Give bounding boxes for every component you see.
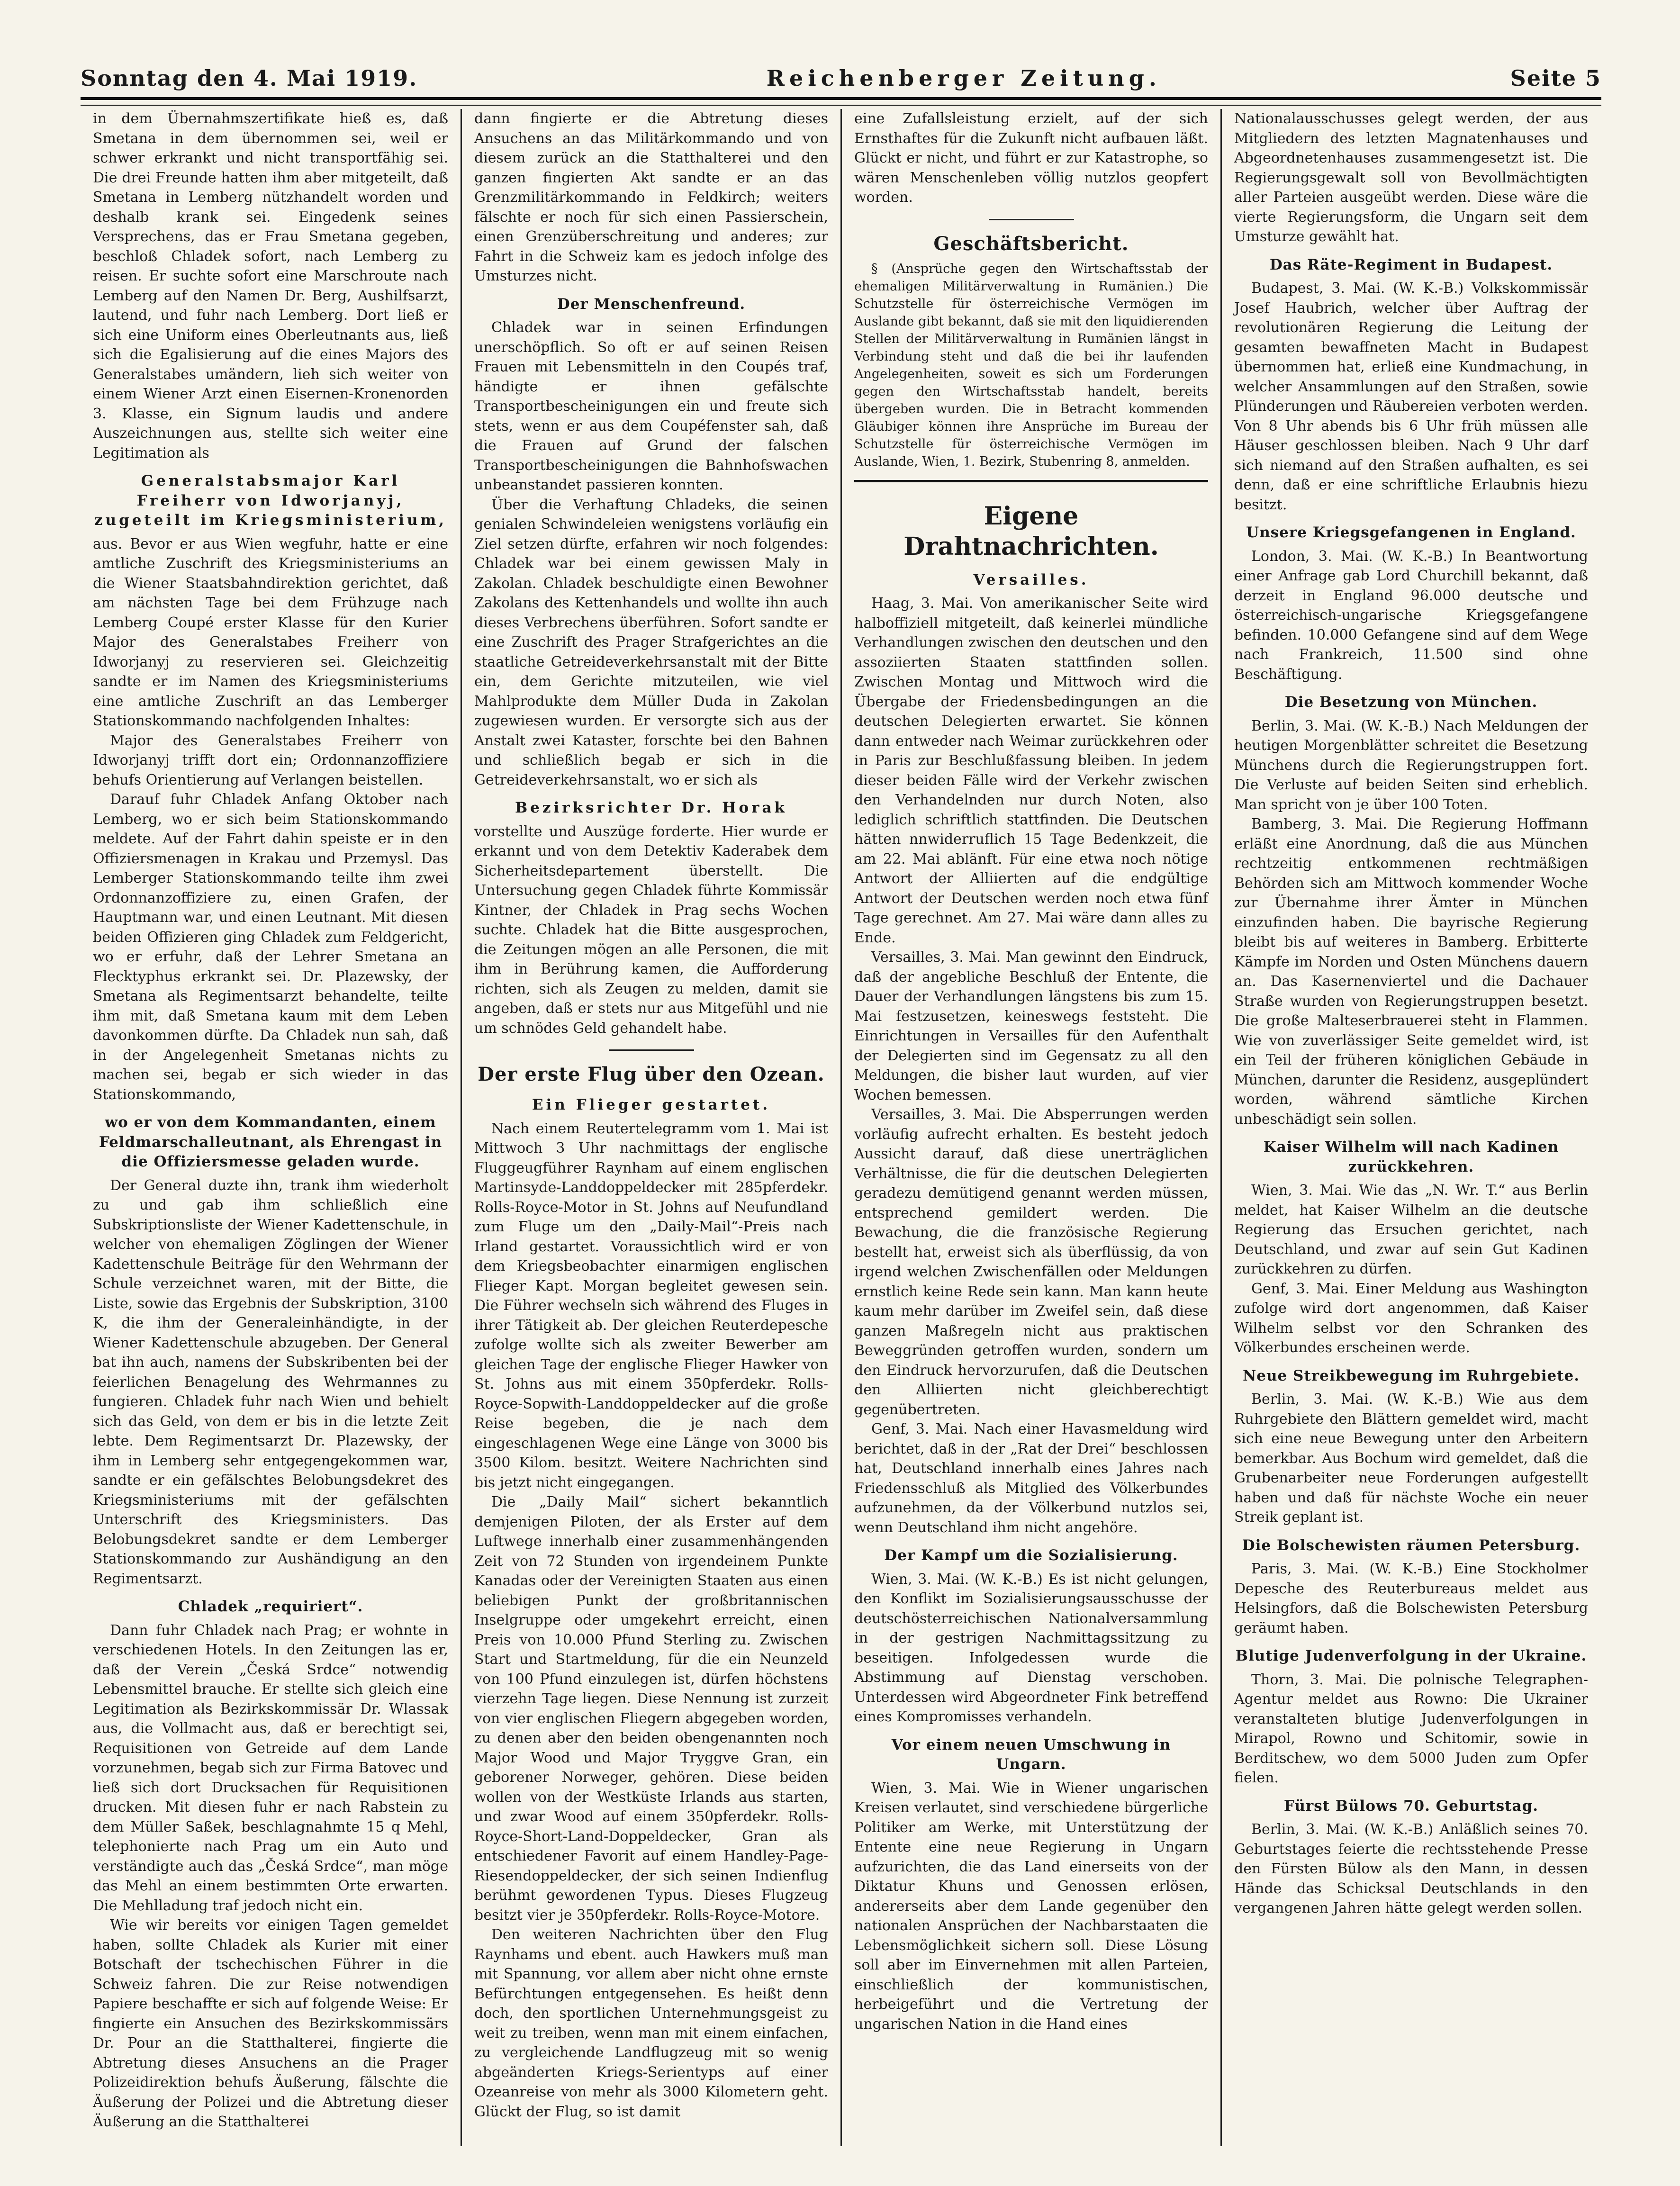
article-paragraph: Berlin, 3. Mai. (W. K.-B.) Wie aus dem Ruhrgebiete den Blättern gemeldet wird, macht sich eine neue Bewegung unter den Arbeitern bemerkbar. Aus Bochum wird gemeldet, daß die Grubenarbeiter neue Forderungen aufgestellt haben und daß für nächste Woche ein neuer Streik geplant ist. <box>1234 1391 1588 1526</box>
article-subheading: Das Räte-Regiment in Budapest. <box>1269 256 1553 273</box>
article-paragraph: eine Zufallsleistung erzielt, auf der sich Ernsthaftes für die Zukunft nicht aufbauen läßt. Glückt er nicht, und führt er zur Katastrophe, so wären Menschenleben völlig nutzlos geopfert worden. <box>854 110 1208 206</box>
header-date: Sonntag den 4. Mai 1919. <box>81 65 418 91</box>
article-paragraph: Wien, 3. Mai. Wie das „N. Wr. T.“ aus Berlin meldet, hat Kaiser Wilhelm an die deutsche Regierung das Ersuchen gerichtet, nach Deutschland, und zwar auf sein Gut Kadinen zurückkehren zu dürfen. <box>1234 1182 1588 1277</box>
section-headline: Eigene Drahtnachrichten. <box>903 501 1159 561</box>
article-paragraph: London, 3. Mai. (W. K.-B.) In Beantwortung einer Anfrage gab Lord Churchill bekannt, daß derzeit in England 96.000 deutsche und österreichisch-ungarische Kriegsgefangene befinden. 10.000 Gefangene sind auf dem Wege nach Frankreich, 11.500 sind ohne Beschäftigung. <box>1234 548 1588 683</box>
article-paragraph: Die „Daily Mail“ sichert bekanntlich demjenigen Piloten, der als Erster auf dem Luftwege innerhalb einer zusammenhängenden Zeit von 72 Stunden von irgendeinem Punkte Kanadas oder der Vereinigten Staaten aus einen beliebigen Punkt der großbritannischen Inselgruppe oder umgekehrt erreicht, einen Preis von 10.000 Pfund Sterling zu. Zwischen Start und Startmeldung, für die ein Neunzeld von 100 Pfund einzulegen ist, dürfen höchstens vierzehn Tage liegen. Diese Nennung ist zurzeit von vier englischen Fliegern abgegeben worden, zu denen aber den beiden obengenannten noch Major Wood und Major Tryggve Gran, ein geborener Norweger, gehören. Diese beiden wollen von der Westküste Irlands aus starten, und zwar Wood auf einem 350pferdekr. Rolls-Royce-Short-Land-Doppeldecker, Gran als entschiedener Favorit auf einem Handley-Page-Riesendoppeldecker, der sich seinen Indienflug berühmt gewordenen Typus. Dieses Flugzeug besitzt vier je 350pferdekr. Rolls-Royce-Motore. <box>474 1494 828 1924</box>
article-subheading: Der Menschenfreund. <box>557 295 746 313</box>
article-paragraph: Budapest, 3. Mai. (W. K.-B.) Volkskommissär Josef Haubrich, welcher über Auftrag der revolutionären Regierung die Leitung der gesamten bewaffneten Macht in Budapest übernommen hat, erließ eine Kundmachung, in welcher Ansammlungen auf den Straßen, sowie Plünderungen und Räubereien verboten werden. Von 8 Uhr abends bis 6 Uhr früh müssen alle Häuser geschlossen bleiben. Nach 9 Uhr darf sich niemand auf den Straßen aufhalten, es sei denn, daß er eine schriftliche Erlaubnis hiezu besitzt. <box>1234 280 1588 513</box>
section-subheadline: Versailles. <box>973 571 1089 588</box>
column-4 <box>1220 109 1600 2146</box>
article-subheading: Kaiser Wilhelm will nach Kadinen zurückkehren. <box>1263 1138 1559 1175</box>
article-subheadline: Ein Flieger gestartet. <box>532 1096 771 1113</box>
article-paragraph: § (Ansprüche gegen den Wirtschaftsstab der ehemaligen Militärverwaltung in Rumänien.) Die Schutzstelle für österreichische Vermögen im Auslande gibt bekannt, daß sie mit den liquidierenden Stellen der Militärverwaltung in Rumänien längst in Verbindung steht und daß die bei ihr laufenden Angelegenheiten, soweit es sich um Forderungen gegen den Wirtschaftsstab handelt, bereits übergeben wurden. Die in Betracht kommenden Gläubiger können ihre Ansprüche im Bureau der Schutzstelle für österreichische Vermögen im Auslande, Wien, 1. Bezirk, Stubenring 8, anmelden. <box>854 261 1208 469</box>
section-divider <box>609 1049 694 1051</box>
column-2 <box>461 109 840 2146</box>
article-subheading: Vor einem neuen Umschwung in Ungarn. <box>891 1736 1171 1773</box>
article-paragraph: Genf, 3. Mai. Einer Meldung aus Washington zufolge wird dort angenommen, daß Kaiser Wilhelm selbst vor den Schranken des Völkerbundes erscheinen werde. <box>1234 1280 1588 1356</box>
columns <box>81 109 1601 2146</box>
article-subheading: wo er von dem Kommandanten, einem Feldmarschalleutnant, als Ehrengast in die Offiziersmesse geladen wurde. <box>99 1114 443 1170</box>
section-heading: Geschäftsbericht. <box>933 232 1129 255</box>
article-paragraph: Bamberg, 3. Mai. Die Regierung Hoffmann erläßt eine Anordnung, daß die aus München rechtzeitig entkommenen rechtmäßigen Behörden sich am Mittwoch kommender Woche zur Übernahme ihrer Ämter in München einzufinden haben. Die bayrische Regierung bleibt bis auf weiteres in Bamberg. Erbitterte Kämpfe im Norden und Osten Münchens dauern an. Das Kasernenviertel und die Dachauer Straße wurden von Regierungstruppen besetzt. Die große Malteserbrauerei steht in Flammen. Wie von zuverlässiger Seite gemeldet wird, ist ein Teil der früheren königlichen Gebäude in München, darunter die Residenz, ausgeplündert worden, während sämtliche Kirchen unbeschädigt sein sollen. <box>1234 816 1588 1128</box>
article-subheading: Bezirksrichter Dr. Horak <box>515 799 788 816</box>
article-paragraph: Nationalausschusses gelegt werden, der aus Mitgliedern des letzten Magnatenhauses und Abgeordnetenhauses zusammengesetzt ist. Die Regierungsgewalt soll von Bevollmächtigten aller Parteien ausgeübt werden. Diese wäre die vierte Regierungsform, die Ungarn seit dem Umsturze gewählt hat. <box>1234 110 1588 245</box>
article-paragraph: in dem Übernahmszertifikate hieß es, daß Smetana in dem übernommen sei, weil er schwer erkrankt und nicht transportfähig sei. Die drei Freunde hatten ihm aber mitgeteilt, daß Smetana in Lemberg nützhandelt worden und deshalb krank sei. Eingedenk seines Versprechens, das er Frau Smetana gegeben, beschloß Chladek sofort, nach Lemberg zu reisen. Er suchte sofort eine Marschroute nach Lemberg auf den Namen Dr. Berg, Aushilfsarzt, lautend, und fuhr nach Lemberg. Dort ließ er sich eine Uniform eines Oberleutnants aus, ließ sich die Egalisierung auf die eines Majors des Generalstabes umändern, lieh sich weiter von einem Wiener Arzt einen Eisernen-Kronenorden 3. Klasse, ein Signum laudis und andere Auszeichnungen aus, stellte sich weiter eine Legitimation als <box>93 110 448 461</box>
article-subheading: Die Besetzung von München. <box>1284 694 1538 711</box>
article-paragraph: Über die Verhaftung Chladeks, die seinen genialen Schwindeleien wenigstens vorläufig ein Ziel setzen dürfte, erfahren wir noch folgendes: Chladek war bei einem gewissen Maly in Zakolan. Chladek beschuldigte einen Bewohner Zakolans des Kettenhandels und wollte ihn auch dieses Verbrechens überführen. Sofort sandte er eine Zuschrift des Prager Strafgerichtes an die staatliche Getreideverkehrsanstalt mit der Bitte ein, dem Gerichte mitzuteilen, wie viel Mahlprodukte dem Müller Duda in Zakolan zugewiesen wurden. Er versorgte sich aus der Anstalt zwei Kataster, forschte bei den Bahnen und schließlich begab er sich in die Getreideverkehrsanstalt, wo er sich als <box>474 496 828 788</box>
article-paragraph: Versailles, 3. Mai. Man gewinnt den Eindruck, daß der angebliche Beschluß der Entente, die Dauer der Verhandlungen längstens bis zum 15. Mai festzusetzen, keineswegs feststeht. Die Einrichtungen in Versailles für den Aufenthalt der Delegierten sind im Gegensatz zu all den Meldungen, die bisher laut wurden, auf vier Wochen bemessen. <box>854 949 1208 1103</box>
article-paragraph: Haag, 3. Mai. Von amerikanischer Seite wird halboffiziell mitgeteilt, daß keinerlei mündliche Verhandlungen zwischen den deutschen und den assoziierten Staaten stattfinden sollen. Zwischen Montag und Mittwoch wird die Übergabe der Friedensbedingungen an die deutschen Delegierten erwartet. Sie können dann entweder nach Weimar zurückkehren oder in Paris zur Beschlußfassung bleiben. In jedem dieser beiden Fälle wird der Verkehr zwischen den Verhandelnden nur durch Noten, also lediglich schriftlich stattfinden. Die Deutschen hätten nnwiderruflich 15 Tage Bedenkzeit, die am 22. Mai ablänft. Für eine etwa noch nötige Antwort der Alliierten auf die endgültige Antwort der Deutschen werden noch etwa fünf Tage gerechnet. Am 27. Mai wäre dann alles zu Ende. <box>854 595 1208 946</box>
article-paragraph: Major des Generalstabes Freiherr von Idworjanyj trifft dort ein; Ordonnanzoffiziere behufs Orientierung auf Verlangen beistellen. <box>93 732 448 788</box>
article-paragraph: Wien, 3. Mai. (W. K.-B.) Es ist nicht gelungen, den Konflikt im Sozialisierungsausschusse der deutschösterreichischen Nationalversammlung in der gestrigen Nachmittagssitzung zu beseitigen. Infolgedessen wurde die Abstimmung auf Dienstag verschoben. Unterdessen wird Abgeordneter Fink betreffend eines Kompromisses verhandeln. <box>854 1571 1208 1725</box>
article-paragraph: Paris, 3. Mai. (W. K.-B.) Eine Stockholmer Depesche des Reuterbureaus meldet aus Helsingfors, daß die Bolschewisten Petersburg geräumt haben. <box>1234 1561 1588 1636</box>
section-divider <box>989 219 1074 220</box>
article-subheading: Die Bolschewisten räumen Petersburg. <box>1242 1536 1581 1554</box>
page-number: Seite 5 <box>1510 65 1601 91</box>
page-header <box>81 62 1601 95</box>
article-paragraph: Thorn, 3. Mai. Die polnische Telegraphen-Agentur meldet aus Rowno: Die Ukrainer veranstalteten blutige Judenverfolgungen in Mirapol, Rowno und Schitomir, sowie in Berditschew, wo dem 5000 Juden zum Opfer fielen. <box>1234 1671 1588 1786</box>
article-subheading: Generalstabsmajor Karl Freiherr von Idworjanyj, zugeteilt im Kriegsministerium, <box>94 472 447 529</box>
article-paragraph: Dann fuhr Chladek nach Prag; er wohnte in verschiedenen Hotels. In den Zeitungen las er, daß der Verein „Česká Srdce“ notwendig Lebensmittel brauche. Er stellte sich gleich eine Legitimation als Bezirkskommissär Dr. Wlassak aus, die Vollmacht aus, daß er berechtigt sei, Requisitionen von Getreide auf dem Lande vorzunehmen, begab sich zur Firma Batovec und ließ sich dort Drucksachen für Requisitionen drucken. Mit diesen fuhr er nach Rabstein zu dem Müller Saßek, beschlagnahmte 15 q Mehl, telephonierte nach Prag um ein Auto und verständigte auch das „Česká Srdce“, man möge das Mehl an einem bestimmten Orte erwarten. Die Mehlladung traf jedoch nicht ein. <box>93 1622 448 1914</box>
article-paragraph: Genf, 3. Mai. Nach einer Havasmeldung wird berichtet, daß in der „Rat der Drei“ beschlossen hat, Deutschland innerhalb eines Jahres nach Friedensschluß als Mitglied des Völkerbundes aufzunehmen, da der Völkerbund nutzlos sei, wenn Deutschland ihm nicht angehöre. <box>854 1421 1208 1536</box>
article-paragraph: Wie wir bereits vor einigen Tagen gemeldet haben, sollte Chladek als Kurier mit einer Botschaft der tschechischen Führer in die Schweiz fahren. Die zur Reise notwendigen Papiere beschaffte er sich auf folgende Weise: Er fingierte ein Ansuchen des Bezirkskommissärs Dr. Pour an die Statthalterei, fingierte die Abtretung dieses Ansuchens an die Prager Polizeidirektion behufs Äußerung, fälschte die Äußerung der Polizei und die Abtretung dieser Äußerung an die Statthalterei <box>93 1917 448 2130</box>
article-paragraph: Berlin, 3. Mai. (W. K.-B.) Nach Meldungen der heutigen Morgenblätter schreitet die Besetzung Münchens durch die Regierungstruppen fort. Die Verluste auf beiden Seiten sind erheblich. Man spricht von je über 100 Toten. <box>1234 717 1588 813</box>
article-paragraph: Nach einem Reutertelegramm vom 1. Mai ist Mittwoch 3 Uhr nachmittags der englische Fluggeugführer Raynham auf einem englischen Martinsyde-Landdoppeldecker mit 285pferdekr. Rolls-Royce-Motor in St. Johns auf Neufundland zum Fluge um den „Daily-Mail“-Preis nach Irland gestartet. Voraussichtlich wird er von dem Kriegsbeobachter einarmigen englischen Flieger Kapt. Morgan begleitet gewesen sein. Die Führer wechseln sich während des Fluges in ihrer Tätigkeit ab. Der gleichen Reuterdepesche zufolge wollte sich als zweiter Bewerber am gleichen Tage der englische Flieger Hawker von St. Johns aus mit einem 350pferdekr. Rolls-Royce-Sopwith-Landdoppeldecker auf die große Reise begeben, die je nach dem eingeschlagenen Wege eine Länge von 3000 bis 3500 Kilom. besitzt. Weitere Nachrichten sind bis jetzt nicht eingegangen. <box>474 1120 828 1491</box>
article-subheading: Unsere Kriegsgefangenen in England. <box>1246 524 1576 541</box>
article-paragraph: Der General duzte ihn, trank ihm wiederholt zu und gab ihm schließlich eine Subskriptionsliste der Wiener Kadettenschule, in welcher von ehemaligen Zöglingen der Wiener Kadettenschule Beiträge für den Wehrmann der Schule verzeichnet waren, mit der Bitte, die Liste, sowie das Ergebnis der Subskription, 3100 K, die ihm der Generaleinhändigte, in der Wiener Kadettenschule abzugeben. Der General bat ihn auch, namens der Subskribenten bei der feierlichen Benagelung des Wehrmannes zu fungieren. Chladek fuhr nach Wien und behielt sich das Geld, von dem er bis in die letzte Zeit lebte. Dem Regimentsarzt Dr. Plazewsky, der ihm in Lemberg sehr entgegengekommen war, sandte er ein gefälschtes Belobungsdekret des Kriegsministeriums mit der gefälschten Unterschrift des Kriegsministers. Das Belobungsdekret sandte er dem Lemberger Stationskommando zur Aushändigung an den Regimentsarzt. <box>93 1177 448 1587</box>
article-paragraph: Chladek war in seinen Erfindungen unerschöpflich. So oft er auf seinen Reisen Frauen mit Lebensmitteln in den Coupés traf, händigte er ihnen gefälschte Transportbescheinigungen ein und freute sich stets, wenn er aus dem Coupéfenster sah, daß die Frauen auf Grund der falschen Transportbescheinigungen die Bahnhofswachen unbeanstandet passieren konnten. <box>474 319 828 493</box>
column-1 <box>81 109 461 2146</box>
article-paragraph: Wien, 3. Mai. Wie in Wiener ungarischen Kreisen verlautet, sind verschiedene bürgerliche Politiker am Werke, mit Unterstützung der Entente eine neue Regierung in Ungarn aufzurichten, die das Land einerseits von der Diktatur Khuns und Genossen erlösen, andererseits aber dem Lande gegenüber den nationalen Ansprüchen der Nachbarstaaten die Lebensmöglichkeit sichern soll. Diese Lösung soll aber im Einvernehmen mit allen Parteien, einschließlich der kommunistischen, herbeigeführt und die Vertretung der ungarischen Nation in die Hand eines <box>854 1780 1208 2032</box>
article-subheading: Fürst Bülows 70. Geburtstag. <box>1283 1797 1539 1815</box>
article-subheading: Der Kampf um die Sozialisierung. <box>884 1547 1178 1564</box>
header-rule <box>81 97 1601 106</box>
column-3 <box>840 109 1220 2146</box>
article-paragraph: aus. Bevor er aus Wien wegfuhr, hatte er eine amtliche Zuschrift des Kriegsministeriums an die Wiener Staatsbahndirektion gerichtet, daß am nächsten Tage bei dem Frühzuge nach Lemberg Coupé erster Klasse für den Kurier Major des Generalstabes Freiherr von Idworjanyj zu reservieren sei. Gleichzeitig sandte er im Namen des Kriegsministeriums eine amtliche Zuschrift an das Lemberger Stationskommando nachfolgenden Inhaltes: <box>93 535 448 729</box>
article-subheading: Blutige Judenverfolgung in der Ukraine. <box>1235 1647 1587 1664</box>
newspaper-title: Reichenberger Zeitung. <box>766 65 1161 91</box>
section-divider <box>854 480 1208 482</box>
article-paragraph: Den weiteren Nachrichten über den Flug Raynhams und ebent. auch Hawkers muß man mit Spannung, vor allem aber nicht ohne ernste Befürchtungen entgegensehen. Es heißt denn doch, den sportlichen Unternehmungsgeist zu weit zu treiben, wenn man mit einem einfachen, zu vergleichende Landflugzeug mit so wenig abgeänderten Kriegs-Serientyps auf einer Ozeanreise von mehr als 3000 Kilometern geht. Glückt der Flug, so ist damit <box>474 1926 828 2120</box>
article-paragraph: dann fingierte er die Abtretung dieses Ansuchens an das Militärkommando und von diesem zurück an die Statthalterei und den ganzen fingierten Akt sandte er an das Grenzmilitärkommando in Feldkirch; weiters fälschte er noch für sich einen Passierschein, einen Grenzüberschreitung und anderes; zur Fahrt in die Schweiz kam es jedoch infolge des Umsturzes nicht. <box>474 110 828 284</box>
article-paragraph: vorstellte und Auszüge forderte. Hier wurde er erkannt und von dem Detektiv Kaderabek dem Sicherheitsdepartement überstellt. Die Untersuchung gegen Chladek führte Kommissär Kintner, der Chladek in Prag sechs Wochen suchte. Chladek hat die Bitte ausgesprochen, die Zeitungen mögen an alle Personen, die mit ihm in Berührung kamen, die Aufforderung richten, sich als Zeugen zu melden, damit sie angeben, daß er stets nur aus Mitgefühl und nie um schnödes Geld gehandelt habe. <box>474 823 828 1037</box>
article-headline: Der erste Flug über den Ozean. <box>478 1063 825 1085</box>
article-paragraph: Versailles, 3. Mai. Die Absperrungen werden vorläufig aufrecht erhalten. Es besteht jedoch Aussicht darauf, daß diese unerträglichen Verhältnisse, die für die deutschen Delegierten geradezu demütigend genannt werden müssen, entsprechend gemildert werden. Die Bewachung, die die französische Regierung bestellt hat, erweist sich als überflüssig, da von irgend welchen Zwischenfällen oder Meldungen ernstlich keine Rede sein kann. Man kann heute kaum mehr darüber im Zweifel sein, daß diese ganzen Maßregeln nicht aus praktischen Beweggründen getroffen wurden, sondern um den Eindruck hervorzurufen, daß die Deutschen den Alliierten nicht gleichberechtigt gegenübertreten. <box>854 1106 1208 1418</box>
article-paragraph: Berlin, 3. Mai. (W. K.-B.) Anläßlich seines 70. Geburtstages feierte die rechtsstehende Presse den Fürsten Bülow als den Mann, in dessen Hände das Schicksal Deutschlands in den vergangenen Jahren hätte gelegt werden sollen. <box>1234 1821 1588 1916</box>
article-subheading: Chladek „requiriert“. <box>178 1598 363 1615</box>
article-paragraph: Darauf fuhr Chladek Anfang Oktober nach Lemberg, wo er sich beim Stationskommando meldete. Auf der Fahrt dahin speiste er in den Offiziersmenagen in Krakau und Przemysl. Das Lemberger Stationskommando teilte ihm zwei Ordonnanzoffiziere zu, einen Grafen, der Hauptmann war, und einen Leutnant. Mit diesen beiden Offizieren ging Chladek zum Feldgericht, wo er erfuhr, daß der Lehrer Smetana an Flecktyphus erkrankt sei. Dr. Plazewsky, der Smetana als Regimentsarzt behandelte, teilte ihm mit, daß Smetana kaum mit dem Leben davonkommen dürfte. Da Chladek nun sah, daß in der Angelegenheit Smetanas nichts zu machen sei, begab er sich wieder in das Stationskommando, <box>93 791 448 1103</box>
article-subheading: Neue Streikbewegung im Ruhrgebiete. <box>1242 1367 1580 1384</box>
